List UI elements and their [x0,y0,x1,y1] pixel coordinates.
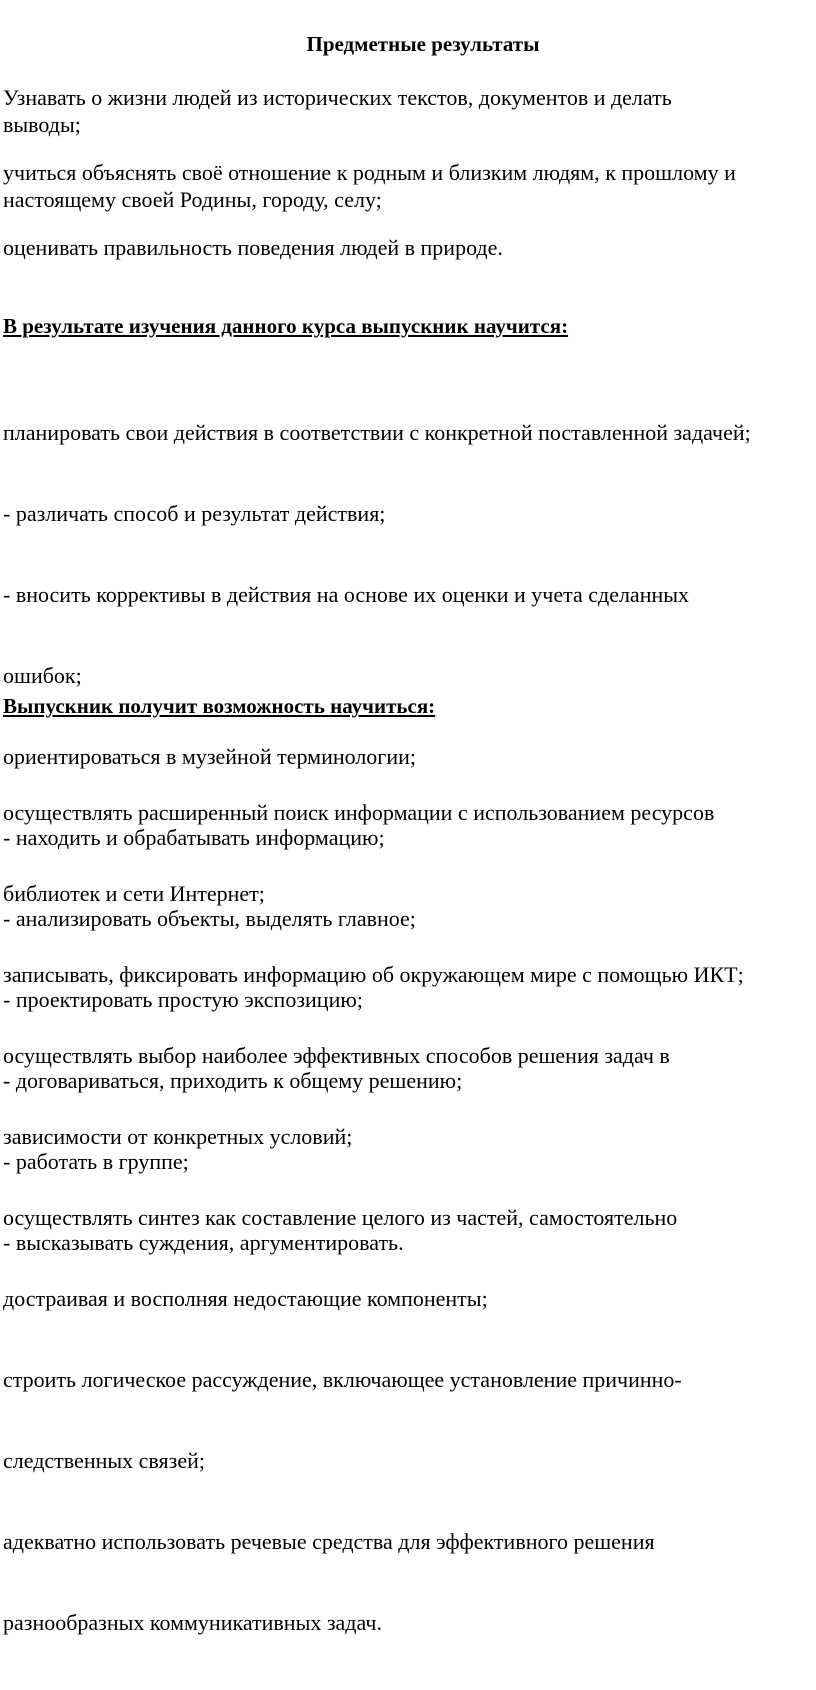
list-item: строить логическое рассуждение, включающее установление причинно- [3,1367,682,1392]
page-title: Предметные результаты [306,32,540,56]
list-item: осуществлять расширенный поиск информации с использованием ресурсов [3,800,715,825]
list-item: следственных связей; [3,1448,205,1473]
list-item: зависимости от конкретных условий; [3,1124,353,1149]
text-line: выводы; [3,112,81,137]
list-item: планировать свои действия в соответствии с конкретной поставленной задачей; [3,420,751,445]
list-item: библиотек и сети Интернет; [3,881,265,906]
text-line: настоящему своей Родины, городу, селу; [3,187,382,212]
list-item: разнообразных коммуникативных задач. [3,1610,382,1635]
list-item: - вносить коррективы в действия на основе их оценки и учета сделанных [3,582,690,607]
list-item: - договариваться, приходить к общему решению; [3,1068,463,1093]
intro-paragraph-1 [3,84,803,138]
text-line: оценивать правильность поведения людей в природе. [3,235,503,260]
list-item: осуществлять выбор наиболее эффективных способов решения задач в [3,1043,670,1068]
section-heading-opportunity: Выпускник получит возможность научиться: [3,694,436,718]
text-line: Узнавать о жизни людей из исторических текстов, документов и делать [3,85,672,110]
section-list-opportunity [3,745,803,1690]
list-item: ориентироваться в музейной терминологии; [3,744,416,769]
intro-paragraph-2 [3,159,803,213]
list-item: достраивая и восполняя недостающие компоненты; [3,1286,488,1311]
list-item: - проектировать простую экспозицию; [3,987,363,1012]
text-line: учиться объяснять своё отношение к родным и близким людям, к прошлому и [3,160,736,185]
list-item: записывать, фиксировать информацию об окружающем мире с помощью ИКТ; [3,962,744,987]
list-item: - работать в группе; [3,1149,189,1174]
list-item: ошибок; [3,663,82,688]
list-item: осуществлять синтез как составление целого из частей, самостоятельно [3,1205,678,1230]
intro-paragraph-3 [3,234,803,261]
list-item: - высказывать суждения, аргументировать. [3,1230,404,1255]
list-item: адекватно использовать речевые средства для эффективного решения [3,1529,655,1554]
section-heading-learn: В результате изучения данного курса выпускник научится: [3,314,569,338]
list-item: - анализировать объекты, выделять главное; [3,906,416,931]
list-item: - различать способ и результат действия; [3,501,386,526]
list-item: - находить и обрабатывать информацию; [3,825,385,850]
